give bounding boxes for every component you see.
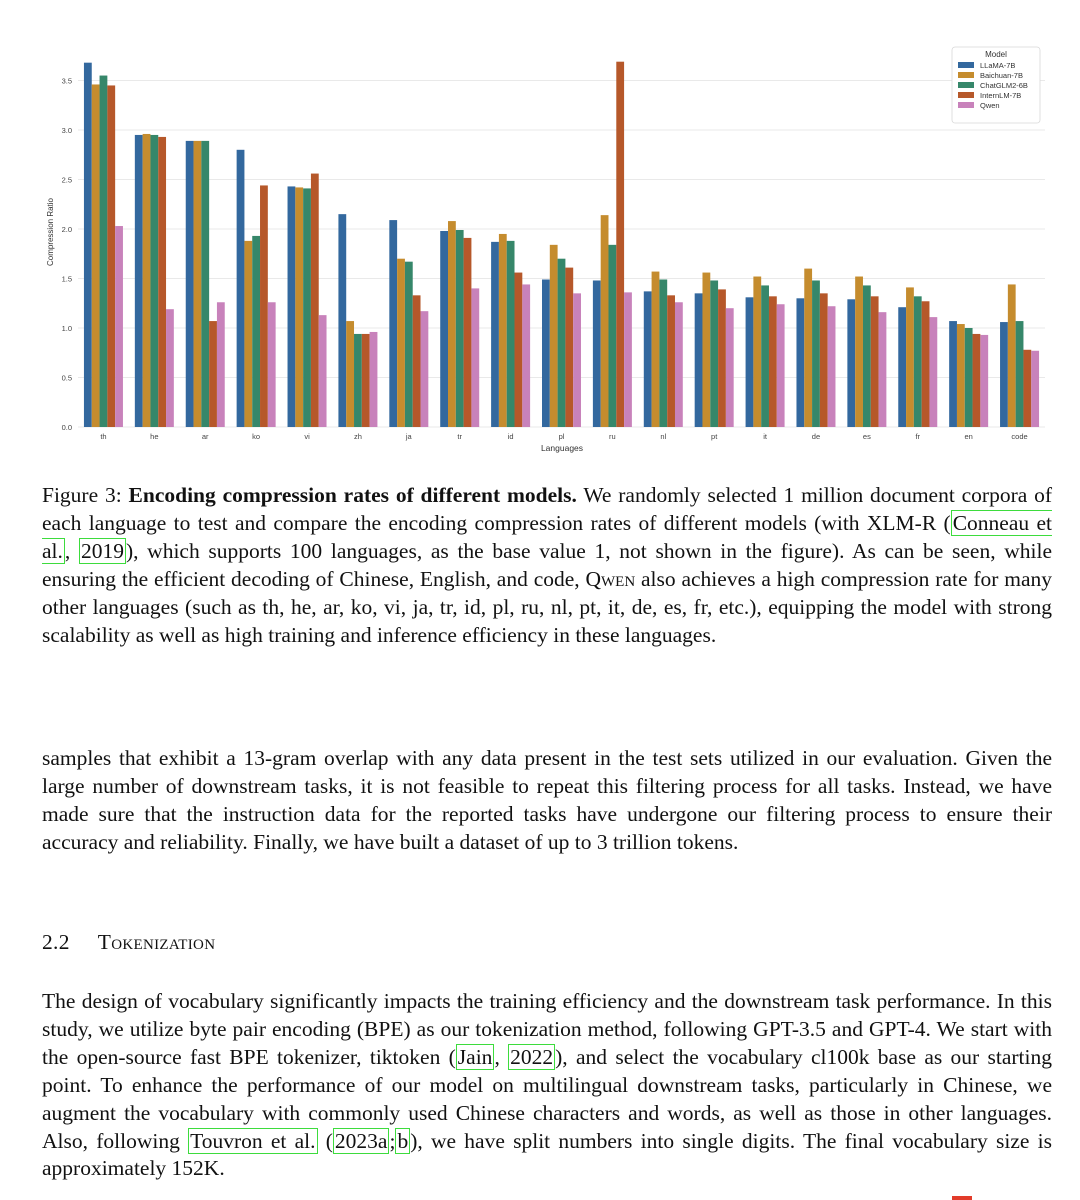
bar-ru-chatglm2-6b [608,245,616,427]
y-tick-label: 0.0 [61,423,72,432]
y-tick-label: 2.0 [61,225,72,234]
citation-link[interactable]: 2019 [80,538,124,563]
legend-label: Qwen [980,101,1000,110]
bar-he-llama-7b [135,135,143,427]
legend-swatch [958,82,974,88]
bar-es-chatglm2-6b [863,285,871,427]
bar-tr-baichuan-7b [448,221,456,427]
x-tick-label: es [862,432,871,441]
bar-en-chatglm2-6b [965,328,973,427]
bar-it-baichuan-7b [753,277,761,427]
x-tick-label: he [150,432,159,441]
bar-id-qwen [522,284,530,427]
bar-ja-internlm-7b [413,295,421,427]
bar-tr-qwen [471,288,479,427]
section-heading [42,930,215,955]
bar-id-internlm-7b [515,273,523,427]
bar-ar-internlm-7b [209,321,217,427]
bar-fr-qwen [929,317,937,427]
bar-ja-chatglm2-6b [405,262,413,427]
bar-nl-chatglm2-6b [659,279,667,427]
bar-zh-internlm-7b [362,334,370,427]
x-tick-label: code [1011,432,1028,441]
bar-th-internlm-7b [107,85,115,427]
bar-nl-internlm-7b [667,295,675,427]
bar-vi-llama-7b [288,186,296,427]
bar-it-qwen [777,304,785,427]
bar-fr-chatglm2-6b [914,296,922,427]
bar-zh-qwen [370,332,378,427]
y-tick-label: 3.0 [61,126,72,135]
bar-en-qwen [980,335,988,427]
bar-tr-internlm-7b [464,238,472,427]
x-tick-label: ja [405,432,412,441]
bar-ar-chatglm2-6b [201,141,209,427]
bar-fr-baichuan-7b [906,287,914,427]
bar-ar-qwen [217,302,225,427]
bar-vi-chatglm2-6b [303,188,311,427]
bar-ko-qwen [268,302,276,427]
bar-zh-llama-7b [338,214,346,427]
bar-de-internlm-7b [820,293,828,427]
citation-sep: , [64,538,79,563]
x-tick-label: tr [457,432,463,441]
bar-he-chatglm2-6b [150,135,158,427]
bar-vi-qwen [319,315,327,427]
paragraph-text: ), we have split numbers into single digits. The final vocabulary size is approximately 152K. [42,1128,1052,1181]
paragraph-text: ( [317,1128,333,1153]
bar-pt-baichuan-7b [702,273,710,427]
caption-text: also achieves a high compression rate for many other languages (such as th, he, ar, ko, vi, ja, tr, id, pl, ru, nl, pt, it, de, es, fr, etc.), equipping the model with strong scalability as well as high training and inference efficiency in these languages. [42,566,1052,647]
bar-ru-baichuan-7b [601,215,609,427]
citation-link[interactable]: 2022 [510,1044,554,1069]
x-tick-label: en [964,432,973,441]
legend-label: Baichuan-7B [980,71,1023,80]
bar-pt-llama-7b [695,293,703,427]
y-tick-label: 1.5 [61,274,72,284]
bar-he-qwen [166,309,174,427]
paragraph-text: ), and select the vocabulary cl100k base as our starting point. To enhance the performance of our model on multilingual downstream tasks, particularly in Chinese, we augment the vocabulary with commonly used Chinese characters and words, as well as those in other languages. Also, following [42,1044,1052,1153]
bar-pt-chatglm2-6b [710,280,718,427]
x-tick-label: pl [558,432,565,441]
bar-code-internlm-7b [1023,350,1031,427]
citation-sep: ; [389,1128,396,1153]
bar-nl-llama-7b [644,291,652,427]
legend-title: Model [985,50,1007,59]
bar-es-baichuan-7b [855,277,863,427]
figure-caption [42,482,1052,649]
bar-ar-llama-7b [186,141,194,427]
bar-ko-internlm-7b [260,185,268,427]
bar-th-qwen [115,226,123,427]
bar-ja-llama-7b [389,220,397,427]
legend-swatch [958,62,974,68]
caption-text: ), which supports 100 languages, as the base value 1, not shown in the figure). As can be seen, while ensuring the efficient decoding of Chinese, English, and code, [42,538,1053,591]
x-tick-labels [100,432,1027,441]
bar-pl-internlm-7b [565,268,573,427]
y-tick-label: 2.5 [61,175,72,185]
model-name: Qwen [585,566,636,591]
bar-nl-qwen [675,302,683,427]
legend-label: InternLM-7B [980,91,1022,100]
bar-ar-baichuan-7b [194,141,202,427]
x-tick-label: de [811,432,821,441]
figure-label: Figure 3: [42,483,122,507]
x-axis-label: Languages [540,443,584,453]
bar-pt-qwen [726,308,734,427]
x-tick-label: ko [252,432,261,441]
bar-he-internlm-7b [158,137,166,427]
bar-it-internlm-7b [769,296,777,427]
x-tick-label: it [763,432,767,441]
bar-de-baichuan-7b [804,269,812,427]
bar-es-llama-7b [847,299,855,427]
x-tick-label: zh [353,432,362,441]
y-tick-label: 3.5 [61,76,72,86]
bar-he-baichuan-7b [143,134,151,427]
bar-th-chatglm2-6b [100,76,108,427]
bar-ru-internlm-7b [616,62,624,427]
citation-link[interactable]: Jain [457,1044,493,1069]
caption-text: We randomly selected 1 million document corpora of each language to test and compare the encoding compression rates of different models (with XLM-R ( [42,483,1053,535]
legend-label: LLaMA-7B [980,61,1016,70]
bar-pt-internlm-7b [718,289,726,427]
bar-fr-internlm-7b [922,301,930,427]
legend-swatch [958,92,974,98]
bar-code-chatglm2-6b [1016,321,1024,427]
y-axis-label: Compression Ratio [46,197,55,267]
bar-id-baichuan-7b [499,234,507,427]
bar-de-qwen [828,306,836,427]
citation-link[interactable]: b [397,1128,409,1153]
bar-code-baichuan-7b [1008,284,1016,427]
citation-link[interactable]: 2023a [334,1128,388,1153]
bar-zh-baichuan-7b [346,321,354,427]
y-tick-label: 1.0 [61,324,72,333]
section-title: Tokenization [97,930,216,954]
bar-pl-qwen [573,293,581,427]
citation-sep: , [494,1044,509,1069]
bar-code-qwen [1031,351,1039,427]
bar-ru-llama-7b [593,280,601,427]
citation-link[interactable]: Conneau et al. [42,510,1052,563]
bar-id-llama-7b [491,242,499,427]
bar-ja-baichuan-7b [397,259,405,427]
bar-es-qwen [879,312,887,427]
bar-en-internlm-7b [973,334,981,427]
y-tick-label: 0.5 [61,373,72,383]
bar-pl-baichuan-7b [550,245,558,427]
figure-title: Encoding compression rates of different models. [128,483,577,507]
x-tick-label: ar [201,432,209,441]
bar-en-baichuan-7b [957,324,965,427]
bar-es-internlm-7b [871,296,879,427]
bar-it-chatglm2-6b [761,285,769,427]
bar-zh-chatglm2-6b [354,334,362,427]
legend-swatch [958,102,974,108]
x-tick-label: pt [711,432,718,441]
section-number: 2.2 [42,930,70,954]
legend-swatch [958,72,974,78]
bar-nl-baichuan-7b [652,272,660,427]
x-tick-label: vi [304,432,310,441]
bar-ko-baichuan-7b [244,241,252,427]
bar-tr-llama-7b [440,231,448,427]
citation-link[interactable]: Touvron et al. [190,1128,316,1153]
bar-en-llama-7b [949,321,957,427]
bar-vi-internlm-7b [311,174,319,427]
bar-it-llama-7b [746,297,754,427]
bars [84,62,1039,427]
bar-vi-baichuan-7b [295,187,303,427]
x-tick-label: th [100,432,107,441]
bar-fr-llama-7b [898,307,906,427]
bar-ja-qwen [421,311,429,427]
bar-th-llama-7b [84,63,92,427]
bar-ko-llama-7b [237,150,245,427]
bar-de-llama-7b [796,298,804,427]
bar-id-chatglm2-6b [507,241,515,427]
bar-ko-chatglm2-6b [252,236,260,427]
bar-code-llama-7b [1000,322,1008,427]
legend-label: ChatGLM2-6B [980,81,1028,90]
bar-th-baichuan-7b [92,84,100,427]
y-tick-labels [62,77,72,433]
x-tick-label: id [507,432,514,441]
body-paragraph [42,988,1052,1183]
legend [952,47,1040,123]
bar-pl-chatglm2-6b [558,259,566,427]
compression-ratio-chart [0,0,1080,465]
x-tick-label: nl [660,432,667,441]
paragraph-text: The design of vocabulary significantly impacts the training efficiency and the downstream task performance. In this study, we utilize byte pair encoding (BPE) as our tokenization method, following GPT-3.5 and GPT-4. We start with the open-source fast BPE tokenizer, tiktoken ( [42,989,1052,1069]
bar-ru-qwen [624,292,632,427]
page-corner-mark [952,1196,972,1200]
bar-pl-llama-7b [542,279,550,427]
bar-tr-chatglm2-6b [456,230,464,427]
x-tick-label: fr [915,432,921,441]
body-paragraph: samples that exhibit a 13-gram overlap with any data present in the test sets utilized in our evaluation. Given the large number of downstream tasks, it is not feasible to repeat this filtering process for all tasks. Instead, we have made sure that the instruction data for the reported tasks have undergone our filtering process to ensure their accuracy and reliability. Finally, we have built a dataset of up to 3 trillion tokens. [42,746,1052,854]
x-tick-label: ru [609,432,616,441]
bar-de-chatglm2-6b [812,280,820,427]
